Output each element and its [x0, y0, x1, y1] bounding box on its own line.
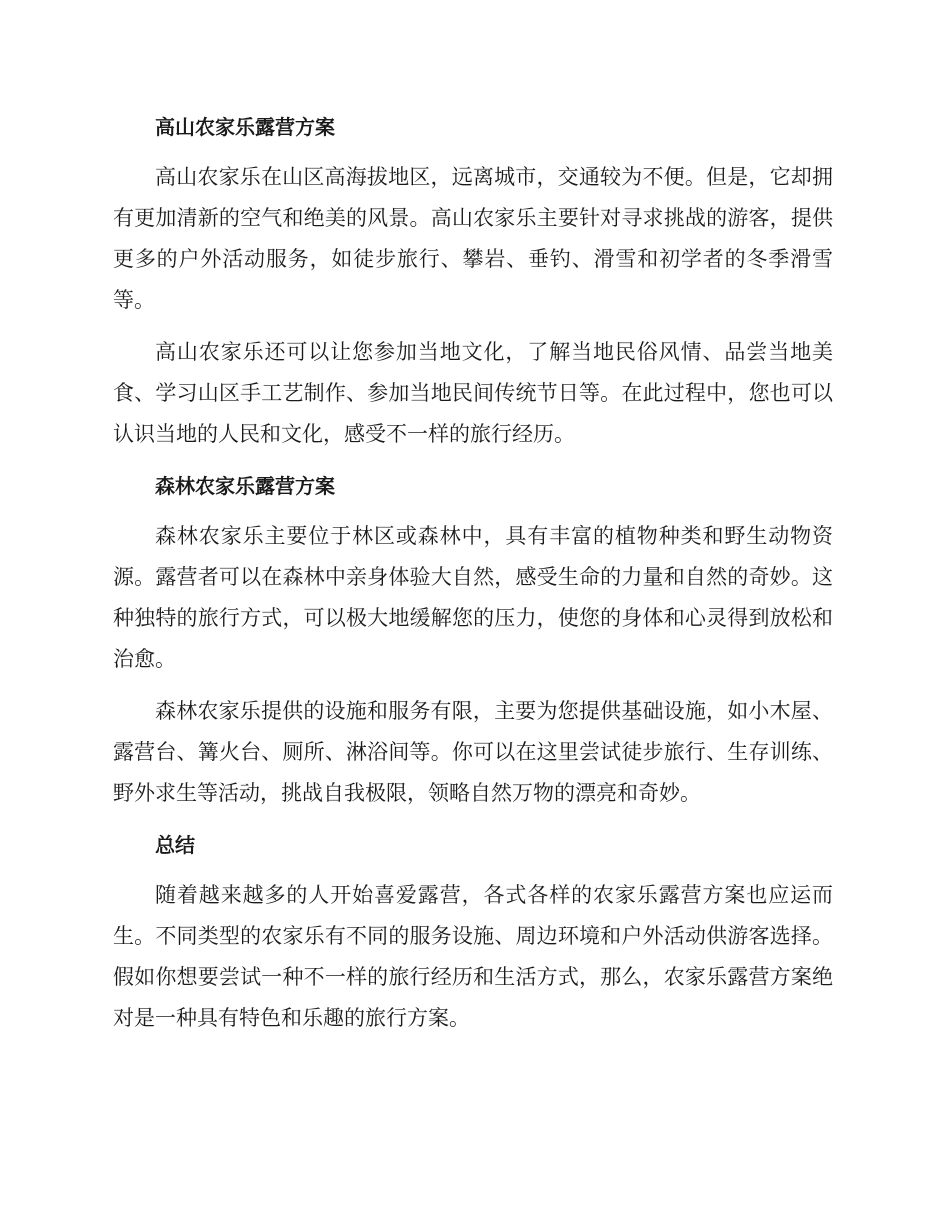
section-summary [113, 825, 833, 1039]
paragraph: 森林农家乐提供的设施和服务有限，主要为您提供基础设施，如小木屋、露营台、篝火台、厕所、淋浴间等。你可以在这里尝试徒步旅行、生存训练、野外求生等活动，挑战自我极限，领略自然万物的漂亮和奇妙。 [113, 699, 833, 805]
section-heading: 高山农家乐露营方案 [155, 115, 335, 139]
paragraph: 高山农家乐在山区高海拔地区，远离城市，交通较为不便。但是，它却拥有更加清新的空气和绝美的风景。高山农家乐主要针对寻求挑战的游客，提供更多的户外活动服务，如徒步旅行、攀岩、垂钓、滑雪和初学者的冬季滑雪等。 [113, 165, 833, 312]
section-heading: 总结 [155, 833, 195, 857]
paragraph: 森林农家乐主要位于林区或森林中，具有丰富的植物种类和野生动物资源。露营者可以在森林中亲身体验大自然，感受生命的力量和自然的奇妙。这种独特的旅行方式，可以极大地缓解您的压力，使您的身体和心灵得到放松和治愈。 [113, 524, 833, 671]
paragraph: 高山农家乐还可以让您参加当地文化，了解当地民俗风情、品尝当地美食、学习山区手工艺制作、参加当地民间传统节日等。在此过程中，您也可以认识当地的人民和文化，感受不一样的旅行经历。 [113, 340, 833, 446]
section-heading: 森林农家乐露营方案 [155, 474, 335, 498]
paragraph: 随着越来越多的人开始喜爱露营，各式各样的农家乐露营方案也应运而生。不同类型的农家乐有不同的服务设施、周边环境和户外活动供游客选择。假如你想要尝试一种不一样的旅行经历和生活方式，那么，农家乐露营方案绝对是一种具有特色和乐趣的旅行方案。 [113, 883, 833, 1030]
section-forest [113, 466, 833, 814]
document-page [113, 107, 833, 1050]
section-alpine [113, 107, 833, 455]
